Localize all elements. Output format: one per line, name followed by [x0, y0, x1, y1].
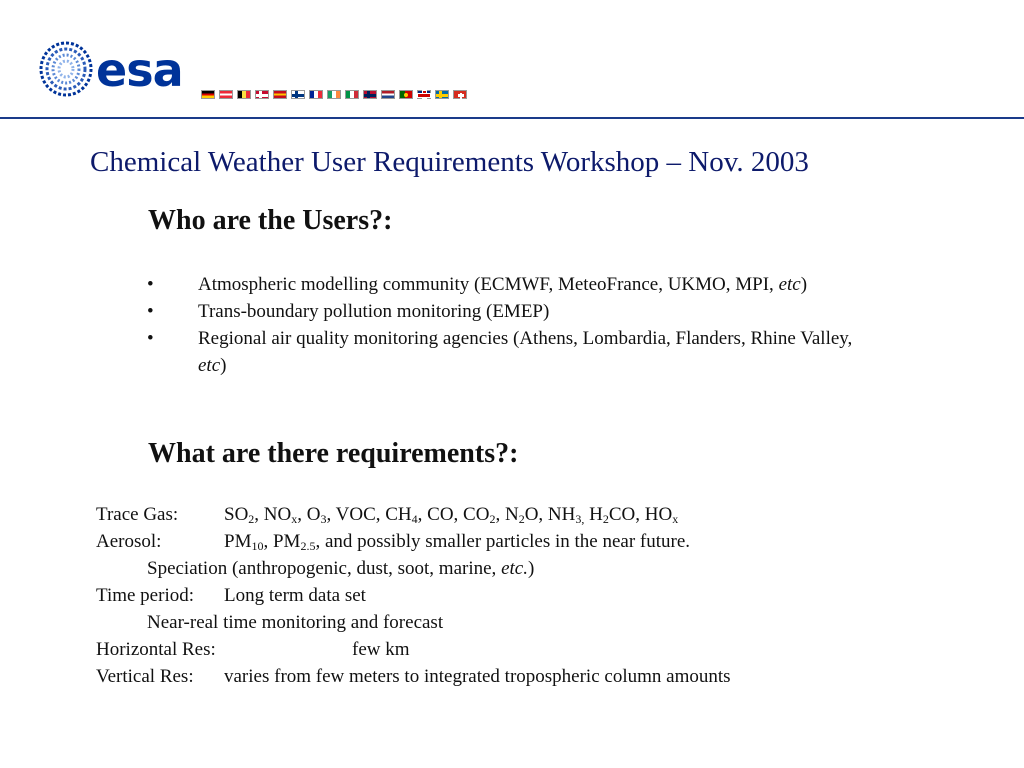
vertical-res-row [96, 663, 876, 690]
flag-ireland [327, 90, 341, 99]
users-list [147, 271, 867, 379]
time-period-cont-row [96, 609, 876, 636]
flag-netherlands [381, 90, 395, 99]
member-flags [201, 90, 467, 99]
flag-switzerland [453, 90, 467, 99]
bullet: • [147, 301, 154, 322]
flag-norway [363, 90, 377, 99]
flag-france [309, 90, 323, 99]
esa-swirl-icon [38, 38, 98, 100]
time-period-cont-value: Near-real time monitoring and forecast [147, 612, 444, 633]
time-period-value: Long term data set [224, 585, 366, 606]
slide-title: Chemical Weather User Requirements Workshop – Nov. 2003 [90, 146, 809, 178]
trace-gas-value: $SO_2$, $NO_x$, $O_3$, VOC, $CH_4$, CO, $CO_2$, $N_2O$, $NH_{3,}$ $H_2CO$, $HO_x$ [224, 504, 679, 526]
esa-wordmark: esa [96, 43, 183, 97]
flag-belgium [237, 90, 251, 99]
aerosol-label: Aerosol: [96, 531, 162, 552]
time-period-label: Time period: [96, 585, 194, 606]
users-heading: Who are the Users?: [148, 205, 393, 236]
aerosol-speciation-row [96, 555, 876, 582]
vertical-res-label: Vertical Res: [96, 666, 194, 687]
flag-italy [345, 90, 359, 99]
flag-austria [219, 90, 233, 99]
list-item: • Regional air quality monitoring agencies (Athens, Lombardia, Flanders, Rhine Valley, etc) [147, 325, 867, 379]
horizontal-res-label: Horizontal Res: [96, 639, 216, 660]
flag-united-kingdom [417, 90, 431, 99]
bullet: • [147, 328, 154, 349]
flag-sweden [435, 90, 449, 99]
aerosol-speciation-value: Speciation (anthropogenic, dust, soot, marine, etc.) [147, 558, 535, 579]
trace-gas-row [96, 501, 876, 528]
list-item: • Trans-boundary pollution monitoring (EMEP) [147, 298, 867, 325]
requirements-heading: What are there requirements?: [148, 438, 519, 469]
aerosol-value: $PM_{10}$, $PM_{2.5}$, and possibly smaller particles in the near future. [224, 531, 691, 553]
requirements-table [96, 501, 876, 690]
vertical-res-value: varies from few meters to integrated tropospheric column amounts [224, 666, 731, 687]
list-item: • Atmospheric modelling community (ECMWF, MeteoFrance, UKMO, MPI, etc) [147, 271, 867, 298]
flag-finland [291, 90, 305, 99]
aerosol-row [96, 528, 876, 555]
flag-germany [201, 90, 215, 99]
flag-portugal [399, 90, 413, 99]
flag-denmark [255, 90, 269, 99]
horizontal-res-row [96, 636, 876, 663]
esa-logo [38, 38, 508, 113]
header-divider [0, 117, 1024, 119]
trace-gas-label: Trace Gas: [96, 504, 179, 525]
time-period-row [96, 582, 876, 609]
flag-spain [273, 90, 287, 99]
horizontal-res-value: few km [352, 639, 410, 660]
bullet: • [147, 274, 154, 295]
